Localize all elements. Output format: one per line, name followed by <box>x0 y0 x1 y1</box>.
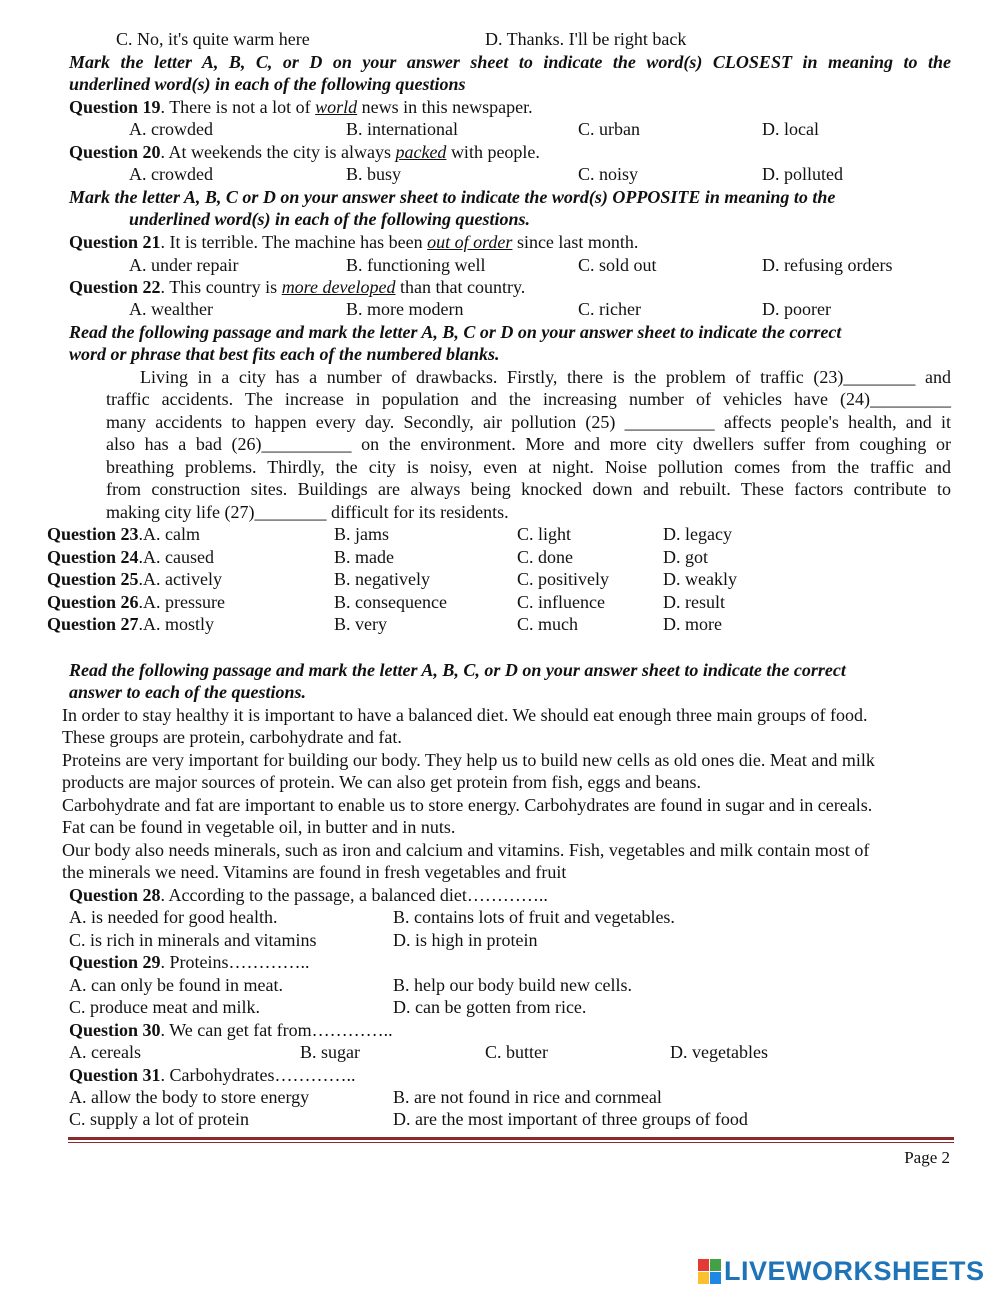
q27-option-d: D. more <box>663 614 722 634</box>
page-number: Page 2 <box>904 1148 950 1167</box>
question-23-label: Question 23 <box>47 524 139 544</box>
q29-option-c: C. produce meat and milk. <box>69 997 260 1017</box>
instruction-opposite-line2: underlined word(s) in each of the following questions. <box>129 209 531 229</box>
question-30-text: . We can get fat from………….. <box>160 1020 393 1040</box>
q30-option-a: A. cereals <box>69 1042 141 1062</box>
footer-divider <box>68 1137 954 1140</box>
question-22-label: Question 22 <box>69 277 161 297</box>
q22-option-a: A. wealther <box>129 299 213 319</box>
q25-option-a: .A. actively <box>138 569 222 589</box>
question-19-label: Question 19 <box>69 97 161 117</box>
q25-option-b: B. negatively <box>334 569 430 589</box>
passage2-line: Proteins are very important for building our body. They help us to build new cells as old ones die. Meat and milk <box>62 750 875 770</box>
question-22-text: . This country is <box>160 277 282 297</box>
logo-square-blue <box>710 1272 721 1284</box>
question-19-text-end: news in this newspaper. <box>357 97 533 117</box>
footer-divider-thin <box>68 1142 954 1143</box>
q31-option-d: D. are the most important of three groups of food <box>393 1109 748 1129</box>
question-22-text-end: than that country. <box>395 277 526 297</box>
q24-option-a: .A. caused <box>138 547 214 567</box>
q29-option-b: B. help our body build new cells. <box>393 975 632 995</box>
question-22-stem <box>69 276 525 298</box>
q21-option-a: A. under repair <box>129 255 239 275</box>
q28-option-a: A. is needed for good health. <box>69 907 278 927</box>
question-21-text: . It is terrible. The machine has been <box>160 232 428 252</box>
question-24-row <box>47 546 214 568</box>
q28-option-b: B. contains lots of fruit and vegetables. <box>393 907 675 927</box>
q31-option-c: C. supply a lot of protein <box>69 1109 249 1129</box>
instruction-closest-line2: underlined word(s) in each of the following questions <box>69 74 466 94</box>
q22-option-b: B. more modern <box>346 299 464 319</box>
q26-option-d: D. result <box>663 592 725 612</box>
question-20-label: Question 20 <box>69 142 161 162</box>
instruction-passage2-line2: answer to each of the questions. <box>69 682 307 702</box>
q30-option-b: B. sugar <box>300 1042 360 1062</box>
passage2-line: Fat can be found in vegetable oil, in butter and in nuts. <box>62 817 456 837</box>
q20-option-c: C. noisy <box>578 164 639 184</box>
q31-option-b: B. are not found in rice and cornmeal <box>393 1087 662 1107</box>
q25-option-c: C. positively <box>517 569 610 589</box>
q19-option-a: A. crowded <box>129 119 213 139</box>
q22-option-c: C. richer <box>578 299 641 319</box>
question-21-stem <box>69 231 638 253</box>
question-26-label: Question 26 <box>47 592 139 612</box>
q21-option-c: C. sold out <box>578 255 657 275</box>
question-29-text: . Proteins………….. <box>160 952 310 972</box>
instruction-passage2-line1: Read the following passage and mark the letter A, B, C, or D on your answer sheet to indicate the correct <box>69 660 846 680</box>
q19-option-d: D. local <box>762 119 819 139</box>
q31-option-a: A. allow the body to store energy <box>69 1087 310 1107</box>
question-28-label: Question 28 <box>69 885 161 905</box>
q28-option-d: D. is high in protein <box>393 930 538 950</box>
q20-option-a: A. crowded <box>129 164 213 184</box>
question-19-underlined: world <box>315 97 358 117</box>
instruction-passage1-line2: word or phrase that best fits each of the numbered blanks. <box>69 344 500 364</box>
liveworksheets-logo-icon <box>698 1259 720 1283</box>
question-29-label: Question 29 <box>69 952 161 972</box>
passage1-line: making city life (27)________ difficult for its residents. <box>106 502 509 522</box>
q26-option-b: B. consequence <box>334 592 447 612</box>
q26-option-c: C. influence <box>517 592 605 612</box>
question-28-text: . According to the passage, a balanced diet………….. <box>160 885 548 905</box>
q18-option-d: D. Thanks. I'll be right back <box>485 29 687 49</box>
q25-option-d: D. weakly <box>663 569 737 589</box>
question-24-label: Question 24 <box>47 547 139 567</box>
q20-option-d: D. polluted <box>762 164 843 184</box>
question-21-underlined: out of order <box>427 232 513 252</box>
question-31-stem <box>69 1064 355 1086</box>
passage2-line: Our body also needs minerals, such as iron and calcium and vitamins. Fish, vegetables and milk contain most of <box>62 840 870 860</box>
passage1-line: traffic accidents. The increase in population and the increasing number of vehicles have (24)_________ <box>106 389 951 409</box>
question-27-label: Question 27 <box>47 614 139 634</box>
q28-option-c: C. is rich in minerals and vitamins <box>69 930 317 950</box>
passage1-line: from construction sites. Buildings are always being knocked down and rebuilt. These factors contribute to <box>106 479 951 499</box>
question-27-row <box>47 613 214 635</box>
q24-option-c: C. done <box>517 547 573 567</box>
question-21-text-end: since last month. <box>512 232 639 252</box>
question-30-label: Question 30 <box>69 1020 161 1040</box>
q21-option-b: B. functioning well <box>346 255 486 275</box>
question-20-text: . At weekends the city is always <box>160 142 396 162</box>
q19-option-c: C. urban <box>578 119 640 139</box>
question-19-text: . There is not a lot of <box>160 97 316 117</box>
q23-option-c: C. light <box>517 524 572 544</box>
question-20-underlined: packed <box>395 142 447 162</box>
question-19-stem <box>69 96 533 118</box>
question-22-underlined: more developed <box>281 277 396 297</box>
q22-option-d: D. poorer <box>762 299 831 319</box>
q24-option-d: D. got <box>663 547 708 567</box>
question-25-label: Question 25 <box>47 569 139 589</box>
q18-option-c: C. No, it's quite warm here <box>116 29 310 49</box>
q27-option-b: B. very <box>334 614 387 634</box>
liveworksheets-logo-text: LIVEWORKSHEETS <box>724 1255 985 1286</box>
question-26-row <box>47 591 225 613</box>
q30-option-c: C. butter <box>485 1042 548 1062</box>
instruction-passage1-line1: Read the following passage and mark the letter A, B, C or D on your answer sheet to indicate the correct <box>69 322 842 342</box>
q26-option-a: .A. pressure <box>138 592 225 612</box>
liveworksheets-logo <box>698 1256 985 1286</box>
q21-option-d: D. refusing orders <box>762 255 893 275</box>
question-30-stem <box>69 1019 393 1041</box>
question-25-row <box>47 568 222 590</box>
q19-option-b: B. international <box>346 119 458 139</box>
instruction-opposite-line1: Mark the letter A, B, C or D on your answer sheet to indicate the word(s) OPPOSITE in meaning to the <box>69 187 836 207</box>
q23-option-d: D. legacy <box>663 524 732 544</box>
passage2-line: In order to stay healthy it is important to have a balanced diet. We should eat enough three main groups of food. <box>62 705 868 725</box>
passage2-line: These groups are protein, carbohydrate and fat. <box>62 727 402 747</box>
q23-option-b: B. jams <box>334 524 390 544</box>
q23-option-a: .A. calm <box>138 524 200 544</box>
passage2-line: the minerals we need. Vitamins are found in fresh vegetables and fruit <box>62 862 567 882</box>
question-20-stem <box>69 141 540 163</box>
q24-option-b: B. made <box>334 547 394 567</box>
passage2-line: products are major sources of protein. We can also get protein from fish, eggs and beans. <box>62 772 702 792</box>
q29-option-a: A. can only be found in meat. <box>69 975 283 995</box>
question-20-text-end: with people. <box>446 142 540 162</box>
passage1-line: many accidents to happen every day. Secondly, air pollution (25) __________ affects people's health, and it <box>106 412 951 432</box>
logo-square-red <box>698 1259 709 1271</box>
passage1-line: Living in a city has a number of drawbacks. Firstly, there is the problem of traffic (23)________ and <box>140 367 951 387</box>
question-31-text: . Carbohydrates………….. <box>160 1065 356 1085</box>
question-28-stem <box>69 884 548 906</box>
logo-square-green <box>710 1259 721 1271</box>
instruction-closest-line1: Mark the letter A, B, C, or D on your answer sheet to indicate the word(s) CLOSEST in meaning to the <box>69 52 951 72</box>
passage2-line: Carbohydrate and fat are important to enable us to store energy. Carbohydrates are found in sugar and in cereals. <box>62 795 873 815</box>
q27-option-c: C. much <box>517 614 578 634</box>
question-31-label: Question 31 <box>69 1065 161 1085</box>
logo-square-yellow <box>698 1272 709 1284</box>
question-29-stem <box>69 951 310 973</box>
passage1-line: also has a bad (26)__________ on the environment. More and more city dwellers suffer from coughing or <box>106 434 951 454</box>
passage1-line: breathing problems. Thirdly, the city is noisy, even at night. Noise pollution comes from the traffic and <box>106 457 951 477</box>
q20-option-b: B. busy <box>346 164 402 184</box>
q27-option-a: .A. mostly <box>138 614 215 634</box>
q30-option-d: D. vegetables <box>670 1042 768 1062</box>
q29-option-d: D. can be gotten from rice. <box>393 997 587 1017</box>
question-21-label: Question 21 <box>69 232 161 252</box>
question-23-row <box>47 523 200 545</box>
